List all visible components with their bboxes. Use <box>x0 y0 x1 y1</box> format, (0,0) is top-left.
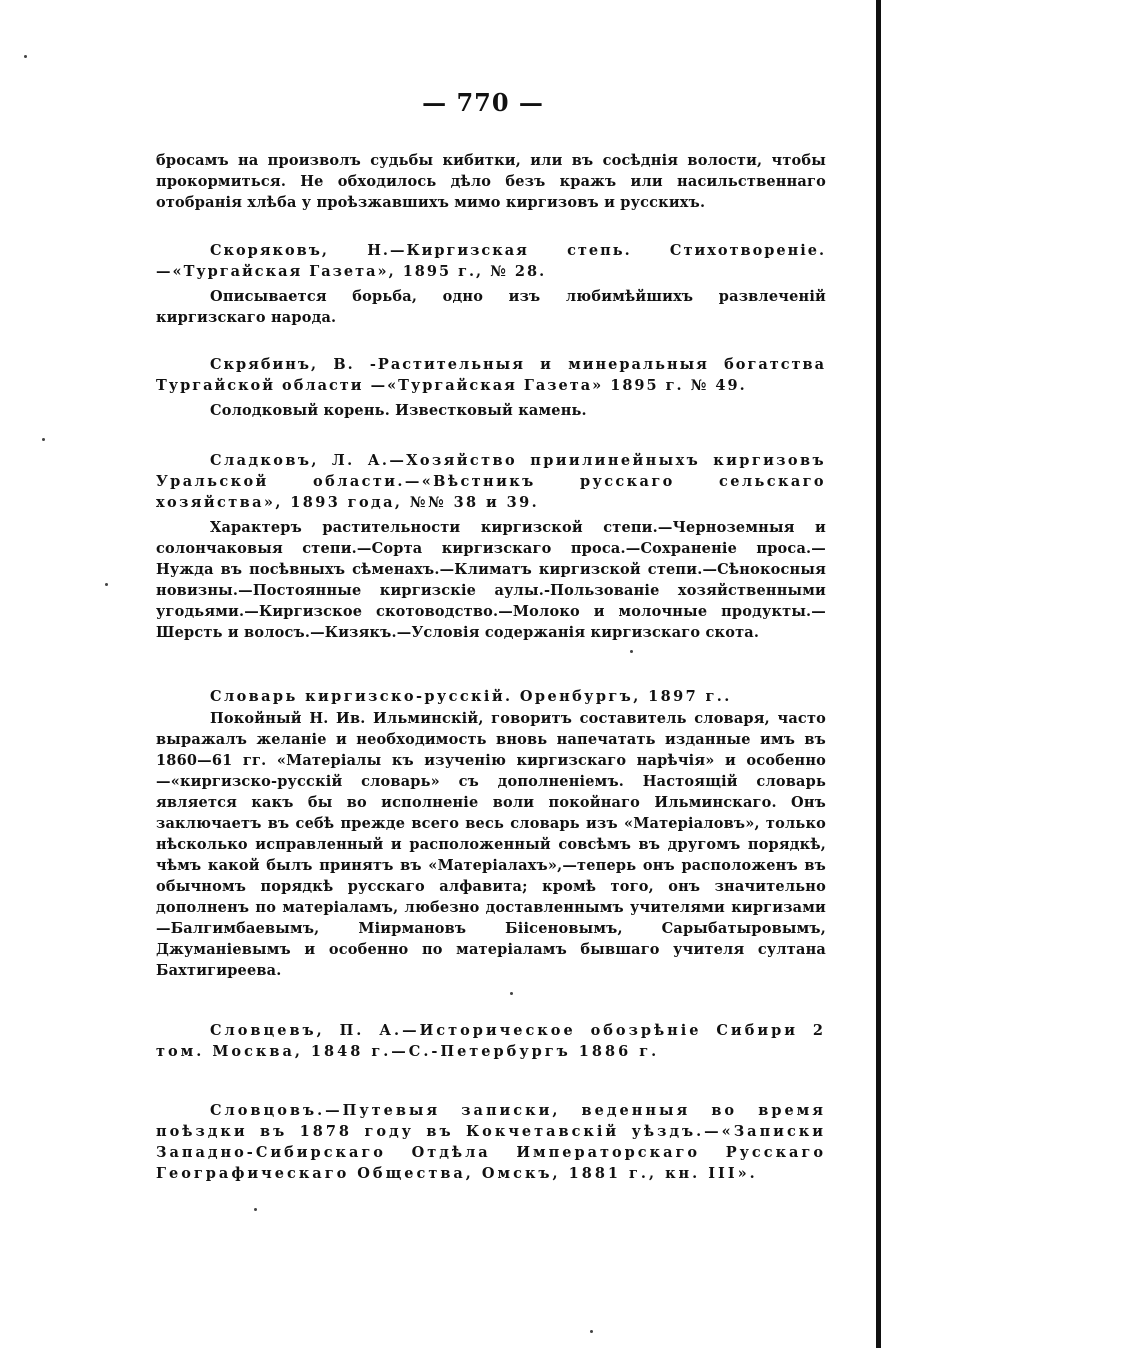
scan-speck <box>590 1330 593 1333</box>
bibliography-entry <box>156 354 826 421</box>
entry-annotation: Характеръ растительности киргизской степи.—Черноземныя и солончаковыя степи.—Сорта киргизскаго проса.—Сохраненіе проса.—Нужда въ посѣвныхъ сѣменахъ.—Климатъ киргизской степи.—Сѣнокосныя новизны.—Постоянные киргизскіе аулы.-Пользованіе хозяйственными угодьями.—Киргизское скотоводство.—Молоко и молочные продукты.—Шерсть и волосъ.—Кизякъ.—Условія содержанія киргизскаго скота. <box>156 519 826 641</box>
bibliography-entry <box>156 686 826 981</box>
scan-speck <box>105 583 108 586</box>
scan-speck <box>630 650 633 653</box>
bibliography-entry <box>156 240 826 328</box>
entry-heading: Скоряковъ, Н.—Киргизская степь. Стихотвореніе.—«Тургайская Газета», 1895 г., № 28. <box>156 242 826 280</box>
bibliography-entry <box>156 1020 826 1062</box>
continuation-paragraph <box>156 150 826 213</box>
entry-heading: Сладковъ, Л. А.—Хозяйство приилинейныхъ киргизовъ Уральской области.—«Вѣстникъ русскаго сельскаго хозяйства», 1893 года, №№ 38 и 39. <box>156 452 826 511</box>
continuation-text: бросамъ на произволъ судьбы кибитки, или въ сосѣднія волости, чтобы прокормиться. Не обходилось дѣло безъ кражъ или насильственнаго отобранія хлѣба у проѣзжавшихъ мимо киргизовъ и русскихъ. <box>156 152 826 211</box>
entry-annotation: Описывается борьба, одно изъ любимѣйшихъ развлеченій киргизскаго народа. <box>156 288 826 326</box>
entry-heading: Словцевъ, П. А.—Историческое обозрѣніе Сибири 2 том. Москва, 1848 г.—С.-Петербургъ 1886 г. <box>156 1022 826 1060</box>
page-number: — 770 — <box>422 88 544 117</box>
page-edge-line <box>876 0 881 1348</box>
entry-heading: Скрябинъ, В. -Растительныя и минеральныя богатства Тургайской области —«Тургайская Газета» 1895 г. № 49. <box>156 356 826 394</box>
entry-annotation: Солодковый корень. Известковый камень. <box>210 402 587 419</box>
scan-speck <box>24 55 27 58</box>
bibliography-entry <box>156 450 826 643</box>
scan-speck <box>42 438 45 441</box>
entry-annotation: Покойный Н. Ив. Ильминскій, говоритъ составитель словаря, часто выражалъ желаніе и необходимость вновь напечатать изданные имъ въ 1860—61 гг. «Матеріалы къ изученію киргизскаго нарѣчія» и особенно—«киргизско-русскій словарь» съ дополненіемъ. Настоящій словарь является какъ бы во исполненіе воли покойнаго Ильминскаго. Онъ заключаетъ въ себѣ прежде всего весь словарь изъ «Матеріаловъ», только нѣсколько исправленный и расположенный совсѣмъ въ другомъ порядкѣ, чѣмъ какой былъ принятъ въ «Матеріалахъ»,—теперь онъ расположенъ въ обычномъ порядкѣ русскаго алфавита; кромѣ того, онъ значительно дополненъ по матеріаламъ, любезно доставленнымъ учителями киргизами—Балгимбаевымъ, Міирмановъ Біісеновымъ, Сарыбатыровымъ, Джуманіевымъ и особенно по матеріаламъ бывшаго учителя султана Бахтигиреева. <box>156 710 826 979</box>
scan-speck <box>254 1208 257 1211</box>
entry-heading: Словцовъ.—Путевыя записки, веденныя во время поѣздки въ 1878 году въ Кокчетавскій уѣздъ.—«Записки Западно-Сибирскаго Отдѣла Императорскаго Русскаго Географическаго Общества, Омскъ, 1881 г., кн. III». <box>156 1102 826 1182</box>
entry-heading: Словарь киргизско-русскій. Оренбургъ, 1897 г.. <box>210 688 732 705</box>
scan-speck <box>510 992 513 995</box>
bibliography-entry <box>156 1100 826 1184</box>
